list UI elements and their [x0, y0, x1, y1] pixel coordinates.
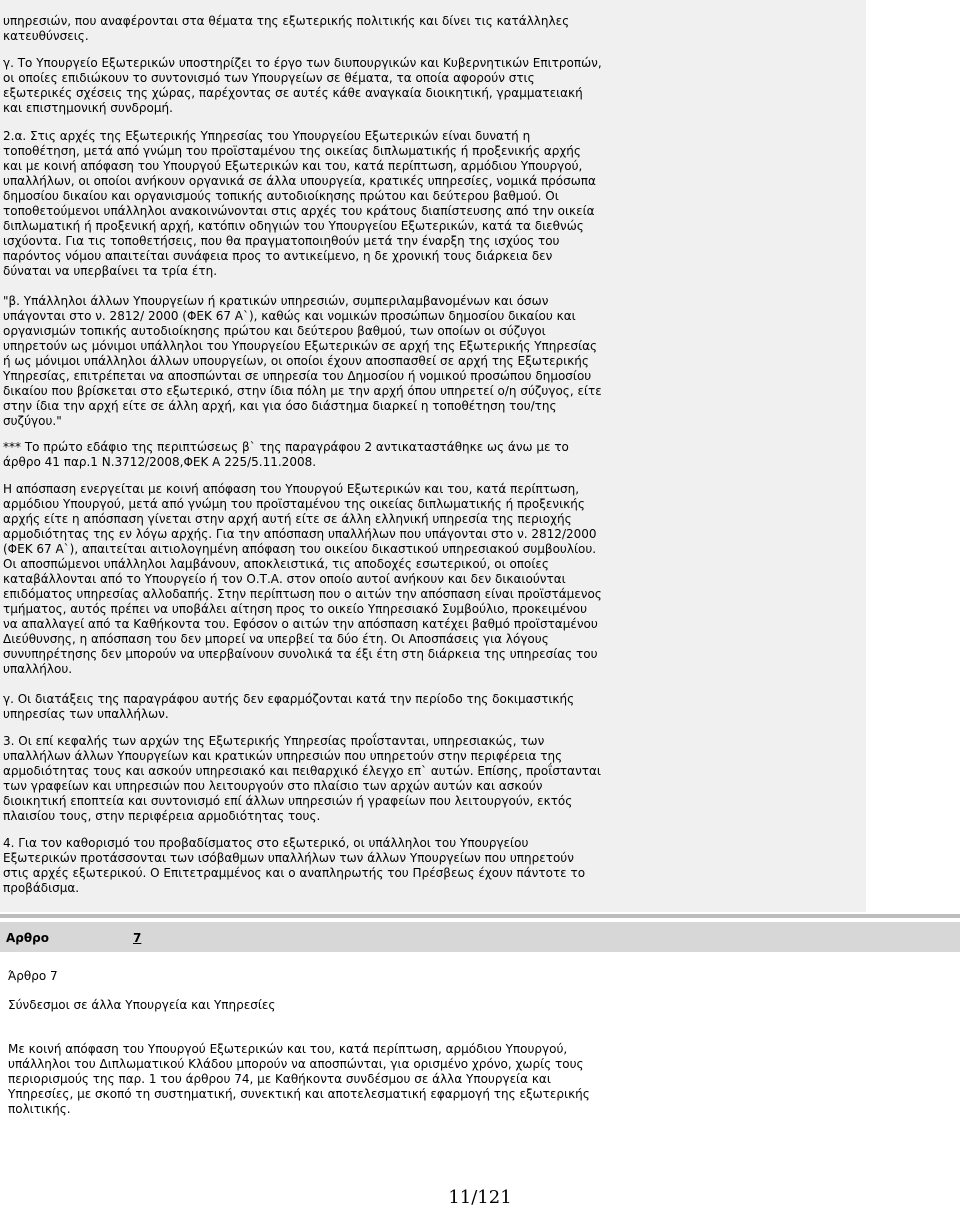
paragraph: "β. Υπάλληλοι άλλων Υπουργείων ή κρατικών υπηρεσιών, συμπεριλαμβανομένων και όσων υπάγονται στο ν. 2812/ 2000 (ΦΕΚ 67 Α`), καθώς και νομικών προσώπων δημοσίου δικαίου και οργανισμών τοπικής αυτοδιοίκησης πρώτου και δεύτερου βαθμού, των οποίων οι σύζυγοι υπηρετούν ως μόνιμοι υπάλληλοι του Υπουργείου Εξωτερικών σε αρχή της Εξωτερικής Υπηρεσίας ή ως μόνιμοι υπάλληλοι άλλων υπουργείων, οι οποίοι έχουν αποσπασθεί σε αρχή της Εξωτερικής Υπηρεσίας, επιτρέπεται να αποσπώνται σε υπηρεσία του Δημοσίου ή νομικού προσώπου δημοσίου δικαίου που βρίσκεται στο εξωτερικό, στην ίδια πόλη με την αρχή όπου υπηρετεί ο/η σύζυγος, είτε στην ίδια την αρχή είτε σε άλλη αρχή, και για όσο διάστημα διαρκεί η τοποθέτηση του/της συζύγου."	[3, 294, 602, 428]
paragraph: γ. Οι διατάξεις της παραγράφου αυτής δεν εφαρμόζονται κατά την περίοδο της δοκιμαστικής υπηρεσίας των υπαλλήλων.	[3, 692, 575, 721]
article-header-number[interactable]: 7	[133, 931, 142, 945]
article-header-label: Αρθρο	[6, 931, 49, 945]
paragraph: Η απόσπαση ενεργείται με κοινή απόφαση του Υπουργού Εξωτερικών και του, κατά περίπτωση, αρμόδιου Υπουργού, μετά από γνώμη του προϊσταμένου της οικείας διπλωματικής ή προξενικής αρχής είτε η απόσπαση γίνεται στην αρχή αυτή είτε σε άλλη ελληνική υπηρεσία της περιοχής αρμοδιότητας της εν λόγω αρχής. Για την απόσπαση υπαλλήλων που υπάγονται στο ν. 2812/2000 (ΦΕΚ 67 Α`), απαιτείται αιτιολογημένη απόφαση του οικείου δικαστικού υπηρεσιακού συμβουλίου. Οι αποσπώμενοι υπάλληλοι λαμβάνουν, αποκλειστικά, τις αποδοχές εσωτερικού, οι οποίες καταβάλλονται από το Υπουργείο ή τον Ο.Τ.Α. στον οποίο αυτοί ανήκουν και δεν δικαιούνται επιδόματος υπηρεσίας αλλοδαπής. Στην περίπτωση που ο αιτών την απόσπαση είναι προϊστάμενος τμήματος, αυτός πρέπει να υποβάλει αίτηση προς το οικείο Υπηρεσιακό Συμβούλιο, προκειμένου να απαλλαγεί από τα Καθήκοντα του. Εφόσον ο αιτών την απόσπαση κατέχει βαθμό προϊσταμένου Διεύθυνσης, η απόσπαση του δεν μπορεί να υπερβεί τα δύο έτη. Οι Αποσπάσεις για λόγους συνυπηρέτησης δεν μπορούν να υπερβαίνουν συνολικά τα έξι έτη στη διάρκεια της υπηρεσίας του υπαλλήλου.	[3, 482, 602, 676]
article-body: Με κοινή απόφαση του Υπουργού Εξωτερικών και του, κατά περίπτωση, αρμόδιου Υπουργού, υπάλληλοι του Διπλωματικού Κλάδου μπορούν να αποσπώνται, για ορισμένο χρόνο, χωρίς τους περιορισμούς της παρ. 1 του άρθρου 74, με Καθήκοντα συνδέσμου σε άλλα Υπουργεία και Υπηρεσίες, με σκοπό τη συστηματική, συνεκτική και αποτελεσματική εφαρμογή της εξωτερικής πολιτικής.	[8, 1042, 590, 1116]
paragraph: υπηρεσιών, που αναφέρονται στα θέματα της εξωτερικής πολιτικής και δίνει τις κατάλληλες κατευθύνσεις.	[3, 14, 570, 43]
article-header-bar	[0, 922, 960, 952]
paragraph: γ. Το Υπουργείο Εξωτερικών υποστηρίζει το έργο των διυπουργικών και Κυβερνητικών Επιτροπών, οι οποίες επιδιώκουν το συντονισμό των Υπουργείων σε θέματα, τα οποία αφορούν στις εξωτερικές σχέσεις της χώρας, παρέχοντας σε αυτές κάθε αναγκαία διοικητική, γραμματειακή και επιστημονική συνδρομή.	[3, 56, 602, 115]
article-subtitle: Σύνδεσμοι σε άλλα Υπουργεία και Υπηρεσίες	[8, 998, 276, 1012]
paragraph: 4. Για τον καθορισμό του προβαδίσματος στο εξωτερικό, οι υπάλληλοι του Υπουργείου Εξωτερικών προτάσσονται των ισόβαθμων υπαλλήλων των άλλων Υπουργείων που υπηρετούν στις αρχές εξωτερικού. Ο Επιτετραμμένος και ο αναπληρωτής του Πρέσβεως έχουν πάντοτε το προβάδισμα.	[3, 836, 586, 895]
paragraph: 3. Οι επί κεφαλής των αρχών της Εξωτερικής Υπηρεσίας προΐστανται, υπηρεσιακώς, των υπαλλήλων άλλων Υπουργείων και κρατικών υπηρεσιών που υπηρετούν στην περιφέρεια της αρμοδιότητας τους και ασκούν υπηρεσιακό και πειθαρχικό έλεγχο επ` αυτών. Επίσης, προΐστανται των γραφείων και υπηρεσιών που λειτουργούν στο πλαίσιο των αρχών αυτών και ασκούν διοικητική εποπτεία και συντονισμό επί άλλων υπηρεσιών ή γραφείων που λειτουργούν, εκτός πλαισίου τους, στην περιφέρεια αρμοδιότητας τους.	[3, 734, 601, 823]
section-divider	[0, 914, 960, 918]
article-title: Άρθρο 7	[8, 969, 58, 983]
paragraph: 2.α. Στις αρχές της Εξωτερικής Υπηρεσίας του Υπουργείου Εξωτερικών είναι δυνατή η τοποθέτηση, μετά από γνώμη του προϊσταμένου της οικείας διπλωματικής ή προξενικής αρχής και με κοινή απόφαση του Υπουργού Εξωτερικών και του, κατά περίπτωση, αρμόδιου Υπουργού, υπαλλήλων, οι οποίοι ανήκουν οργανικά σε άλλα υπουργεία, κρατικές υπηρεσίες, νομικά πρόσωπα δημοσίου δικαίου και οργανισμούς τοπικής αυτοδιοίκησης πρώτου και δεύτερου βαθμού. Οι τοποθετούμενοι υπάλληλοι ανακοινώνονται στις αρχές του κράτους διαπίστευσης από την οικεία διπλωματική ή προξενική αρχή, κατόπιν οδηγιών του Υπουργείου Εξωτερικών, κατά τα διεθνώς ισχύοντα. Για τις τοποθετήσεις, που θα πραγματοποιηθούν μετά την έναρξη της ισχύος του παρόντος νόμου απαιτείται συνάφεια προς το αντικείμενο, η δε χρονική τους διάρκεια δεν δύναται να υπερβαίνει τα τρία έτη.	[3, 129, 596, 278]
page-number: 11/121	[448, 1187, 512, 1208]
paragraph: *** Το πρώτο εδάφιο της περιπτώσεως β` της παραγράφου 2 αντικαταστάθηκε ως άνω με το άρθρο 41 παρ.1 Ν.3712/2008,ΦΕΚ Α 225/5.11.2008.	[3, 440, 569, 469]
